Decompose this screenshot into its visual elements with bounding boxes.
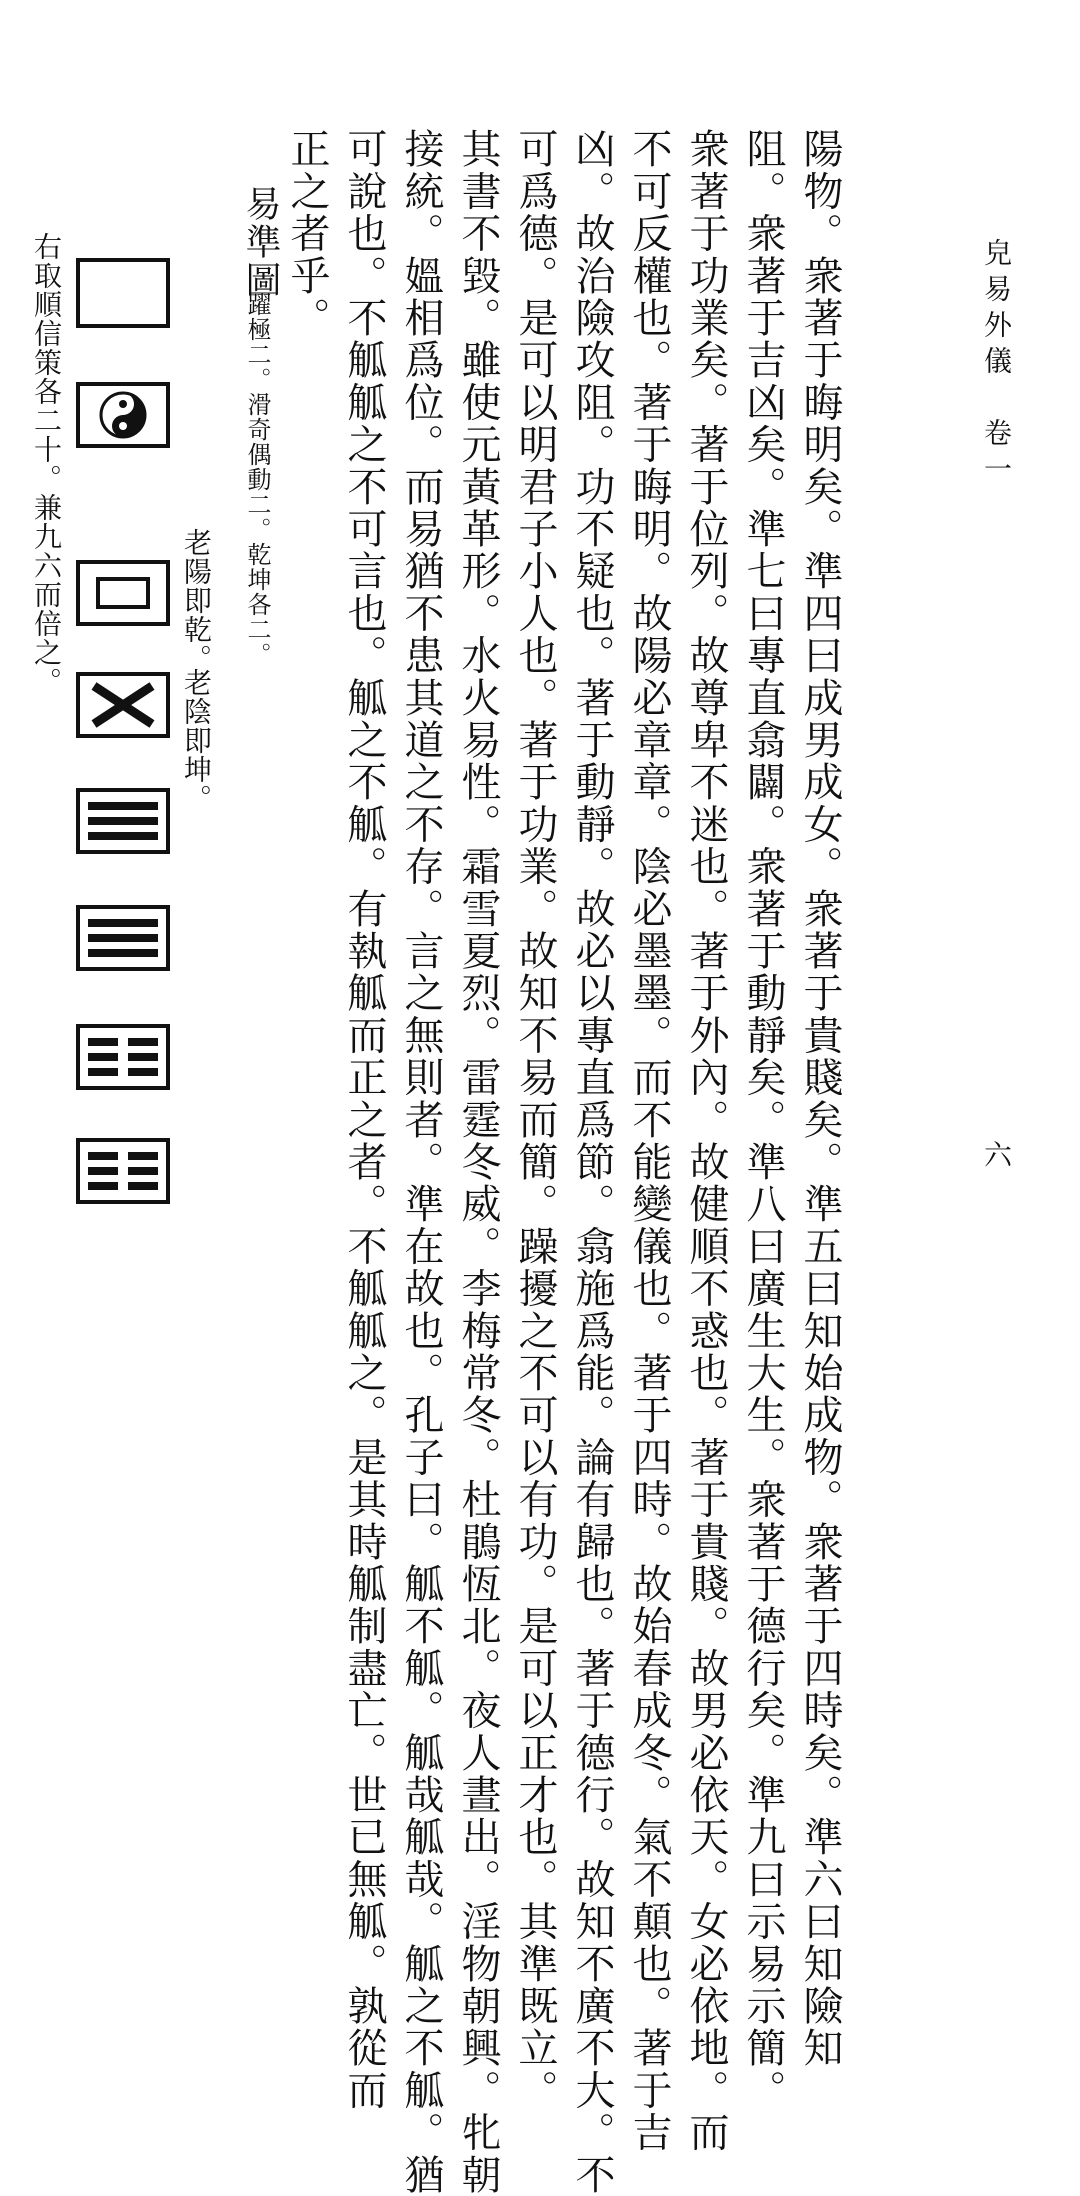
empty-square-icon xyxy=(76,258,170,328)
caption-old-yin: 老陰即坤。 xyxy=(180,668,213,813)
three-solid-lines-icon xyxy=(76,905,170,971)
text-column-9: 可說也。不觚觚之不可言也。觚之不觚。有執觚而正之者。不觚觚之。是其時觚制盡亡。世已無觚。孰從而 xyxy=(341,128,387,2112)
caption-old-yang: 老陽即乾。 xyxy=(180,528,213,673)
text-column-8: 接統。媼相爲位。而易猶不患其道之不存。言之無則者。準在故也。孔子曰。觚不觚。觚哉觚哉。觚之不觚。猶 xyxy=(398,128,444,2196)
page-number: 六 xyxy=(980,1140,1013,1168)
diagram-note: 躍極二。滑奇偶動二。乾坤各二。 xyxy=(243,292,271,667)
diagram-footer: 右取順信策各二十。兼九六而倍之。 xyxy=(30,232,63,696)
kun-broken-lines-icon xyxy=(76,1138,170,1204)
text-column-3: 衆著于功業矣。著于位列。故尊卑不迷也。著于外內。故健順不惑也。著于貴賤。故男必依天。女必依地。而 xyxy=(683,128,729,2154)
text-column-2: 阻。衆著于吉凶矣。準七曰專直翕闢。衆著于動靜矣。準八曰廣生大生。衆著于德行矣。準九曰示易示簡。 xyxy=(740,128,786,2112)
three-solid-lines-icon xyxy=(76,788,170,854)
diagram-title: 易準圖 xyxy=(240,185,281,299)
text-column-1: 陽物。衆著于晦明矣。準四曰成男成女。衆著于貴賤矣。準五曰知始成物。衆著于四時矣。準六曰知險知 xyxy=(797,128,843,2070)
text-column-4: 不可反權也。著于晦明。故陽必章章。陰必墨墨。而不能變儀也。著于四時。故始春成冬。氣不顛也。著于吉 xyxy=(626,128,672,2154)
kun-broken-lines-icon xyxy=(76,1024,170,1090)
text-column-5: 凶。故治險攻阻。功不疑也。著于動靜。故必以專直爲節。翕施爲能。論有歸也。著于德行。故知不廣不大。不 xyxy=(569,128,615,2196)
nested-square-icon xyxy=(76,560,170,626)
header-title: 皃易外儀 卷一 xyxy=(980,238,1013,490)
text-column-7: 其書不毀。雖使元黃革形。水火易性。霜雪夏烈。雷霆冬威。李梅常冬。杜鵑恆北。夜人晝出。淫物朝興。牝朝 xyxy=(455,128,501,2196)
x-cross-icon xyxy=(76,672,170,738)
yin-yang-icon xyxy=(76,382,170,448)
text-column-10: 正之者乎。 xyxy=(284,128,330,339)
text-column-6: 可爲德。是可以明君子小人也。著于功業。故知不易而簡。躁擾之不可以有功。是可以正才也。其準既立。 xyxy=(512,128,558,2112)
